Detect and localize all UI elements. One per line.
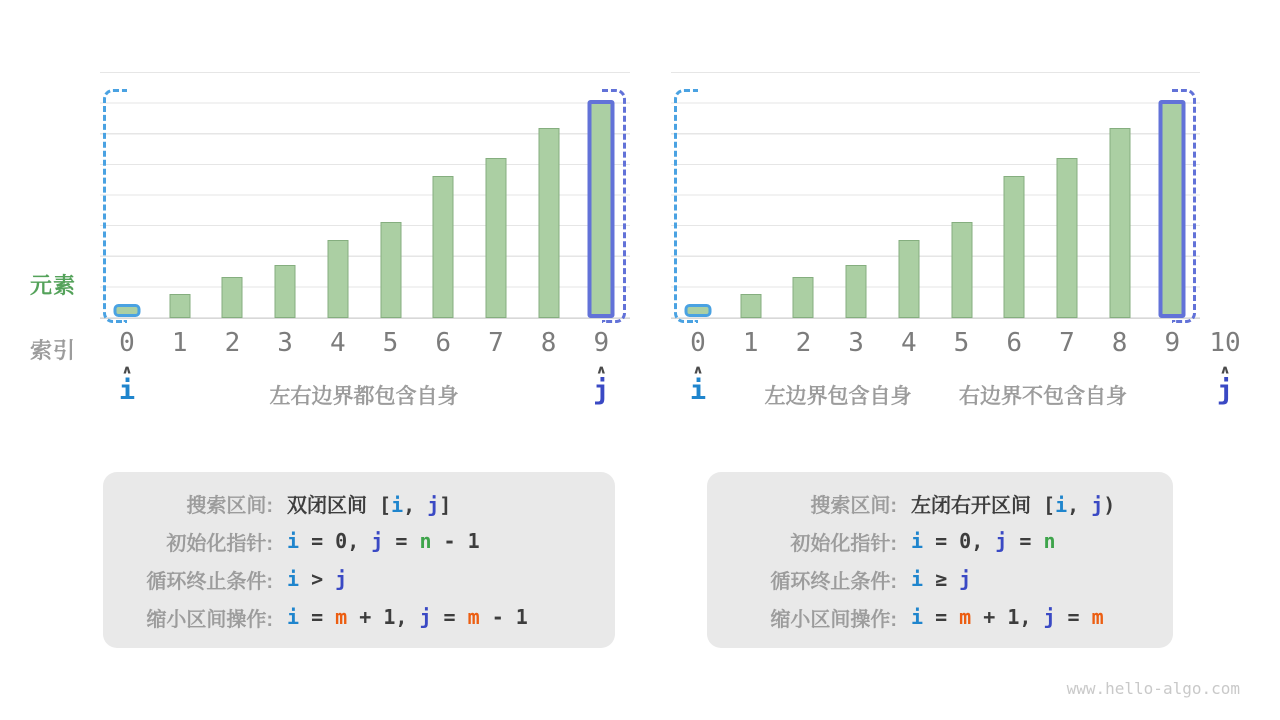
bar — [327, 240, 348, 318]
code-token: i — [1055, 492, 1068, 517]
code-token: = — [1055, 605, 1092, 629]
code-token: m — [467, 605, 480, 629]
infobox-row-value — [287, 529, 615, 553]
code-token: = 0, — [923, 529, 996, 553]
infobox-row — [707, 560, 1173, 598]
bar — [169, 294, 190, 318]
code-token: m — [335, 605, 348, 629]
pointer-j: j — [1216, 375, 1234, 406]
index-label: 6 — [435, 328, 452, 358]
infobox-row — [707, 484, 1173, 522]
bar — [222, 277, 243, 318]
code-token: ] — [439, 492, 452, 517]
half-open-interval-chart — [671, 72, 1241, 408]
bar — [793, 277, 814, 318]
code-token: + 1, — [347, 605, 420, 629]
code-token: j — [1091, 492, 1104, 517]
code-token: i — [911, 605, 924, 629]
index-label: 7 — [1059, 328, 1075, 358]
index-label: 8 — [540, 328, 557, 358]
interval-left-bracket — [674, 89, 698, 323]
infobox-row-value — [911, 489, 1173, 518]
bar — [846, 265, 867, 318]
infobox-row-value — [911, 605, 1173, 629]
index-label: 2 — [224, 328, 241, 358]
infobox-row — [103, 522, 615, 560]
pointer-j: j — [593, 375, 610, 406]
index-label: 2 — [795, 328, 812, 358]
bar — [433, 176, 454, 318]
infobox-row-label: 初始化指针: — [790, 532, 897, 555]
code-token: 双闭区间 [ — [287, 492, 392, 517]
code-token: i — [911, 529, 924, 553]
code-token: n — [1043, 529, 1056, 553]
bar — [1056, 158, 1077, 318]
plot-area — [671, 72, 1200, 319]
infobox-row-label: 搜索区间: — [186, 494, 273, 517]
infobox-row-value — [287, 489, 615, 518]
code-token: = — [1007, 529, 1044, 553]
index-label: 10 — [1209, 328, 1241, 358]
code-token: j — [959, 567, 972, 591]
index-label: 3 — [277, 328, 293, 358]
code-token: j — [335, 567, 348, 591]
index-label: 9 — [1164, 328, 1181, 358]
infobox-row — [707, 522, 1173, 560]
interval-left-bracket — [103, 89, 127, 323]
pointer-caret-icon: ∧ — [692, 362, 704, 376]
half-open-interval-infobox — [707, 472, 1173, 648]
code-token: m — [1091, 605, 1104, 629]
index-label: 1 — [742, 328, 759, 358]
index-label: 4 — [329, 328, 346, 358]
infobox-row-label: 缩小区间操作: — [770, 608, 897, 631]
code-token: , — [403, 492, 428, 517]
bar — [485, 158, 506, 318]
index-label: 8 — [1111, 328, 1128, 358]
code-token: , — [1067, 492, 1092, 517]
index-label: 5 — [953, 328, 970, 358]
watermark: www.hello-algo.com — [1066, 679, 1240, 698]
code-token: + 1, — [971, 605, 1044, 629]
bar — [538, 128, 559, 318]
code-token: = — [383, 529, 420, 553]
bar — [1004, 176, 1025, 318]
bar-j-highlight — [1159, 100, 1186, 318]
code-token: = — [299, 605, 336, 629]
code-token: = — [923, 605, 960, 629]
code-token: - 1 — [431, 529, 480, 553]
infobox-row-value — [911, 567, 1173, 591]
bar — [951, 222, 972, 318]
infobox-row — [103, 484, 615, 522]
element-axis-label: 元素 — [30, 273, 77, 298]
code-token: ≥ — [923, 567, 960, 591]
code-token: i — [911, 567, 924, 591]
pointer-caret-icon: ∧ — [1219, 362, 1231, 376]
boundary-annotation: 左边界包含自身 — [764, 385, 912, 408]
infobox-row — [103, 598, 615, 636]
index-label: 9 — [593, 328, 610, 358]
bar — [380, 222, 401, 318]
code-token: i — [287, 529, 300, 553]
code-token: i — [287, 605, 300, 629]
code-token: > — [299, 567, 336, 591]
bar-j-highlight — [588, 100, 615, 318]
index-label: 6 — [1006, 328, 1023, 358]
infobox-row-label: 循环终止条件: — [146, 570, 273, 593]
boundary-annotation: 左右边界都包含自身 — [269, 385, 459, 408]
bar — [898, 240, 919, 318]
infobox-row-value — [911, 529, 1173, 553]
index-label: 4 — [900, 328, 917, 358]
closed-interval-chart — [100, 72, 630, 408]
code-token: n — [419, 529, 432, 553]
index-label: 5 — [382, 328, 399, 358]
infobox-row-label: 循环终止条件: — [770, 570, 897, 593]
infobox-row-label: 搜索区间: — [810, 494, 897, 517]
index-axis-label: 索引 — [30, 338, 77, 363]
plot-area — [100, 72, 630, 319]
code-token: = — [431, 605, 468, 629]
closed-interval-infobox — [103, 472, 615, 648]
pointer-caret-icon: ∧ — [121, 362, 133, 376]
code-token: j — [371, 529, 384, 553]
code-token: j — [419, 605, 432, 629]
code-token: j — [995, 529, 1008, 553]
bar-i-highlight — [685, 304, 712, 317]
code-token: i — [287, 567, 300, 591]
bar-i-highlight — [114, 304, 141, 317]
infobox-row-label: 缩小区间操作: — [146, 608, 273, 631]
code-token: i — [391, 492, 404, 517]
infobox-row-label: 初始化指针: — [166, 532, 273, 555]
infobox-row-value — [287, 567, 615, 591]
infobox-row-value — [287, 605, 615, 629]
index-label: 0 — [690, 328, 706, 358]
bar — [1109, 128, 1130, 318]
code-token: j — [427, 492, 440, 517]
pointer-i: i — [689, 375, 707, 406]
infobox-row — [707, 598, 1173, 636]
code-token: m — [959, 605, 972, 629]
infobox-row — [103, 560, 615, 598]
code-token: ) — [1103, 492, 1116, 517]
index-label: 1 — [171, 328, 188, 358]
index-label: 3 — [848, 328, 864, 358]
pointer-i: i — [118, 375, 136, 406]
code-token: j — [1043, 605, 1056, 629]
index-label: 7 — [488, 328, 504, 358]
pointer-caret-icon: ∧ — [595, 362, 607, 376]
bar — [275, 265, 296, 318]
index-label: 0 — [119, 328, 135, 358]
bar — [740, 294, 761, 318]
boundary-annotation: 右边界不包含自身 — [959, 385, 1127, 408]
code-token: = 0, — [299, 529, 372, 553]
code-token: - 1 — [479, 605, 528, 629]
code-token: 左闭右开区间 [ — [911, 492, 1056, 517]
